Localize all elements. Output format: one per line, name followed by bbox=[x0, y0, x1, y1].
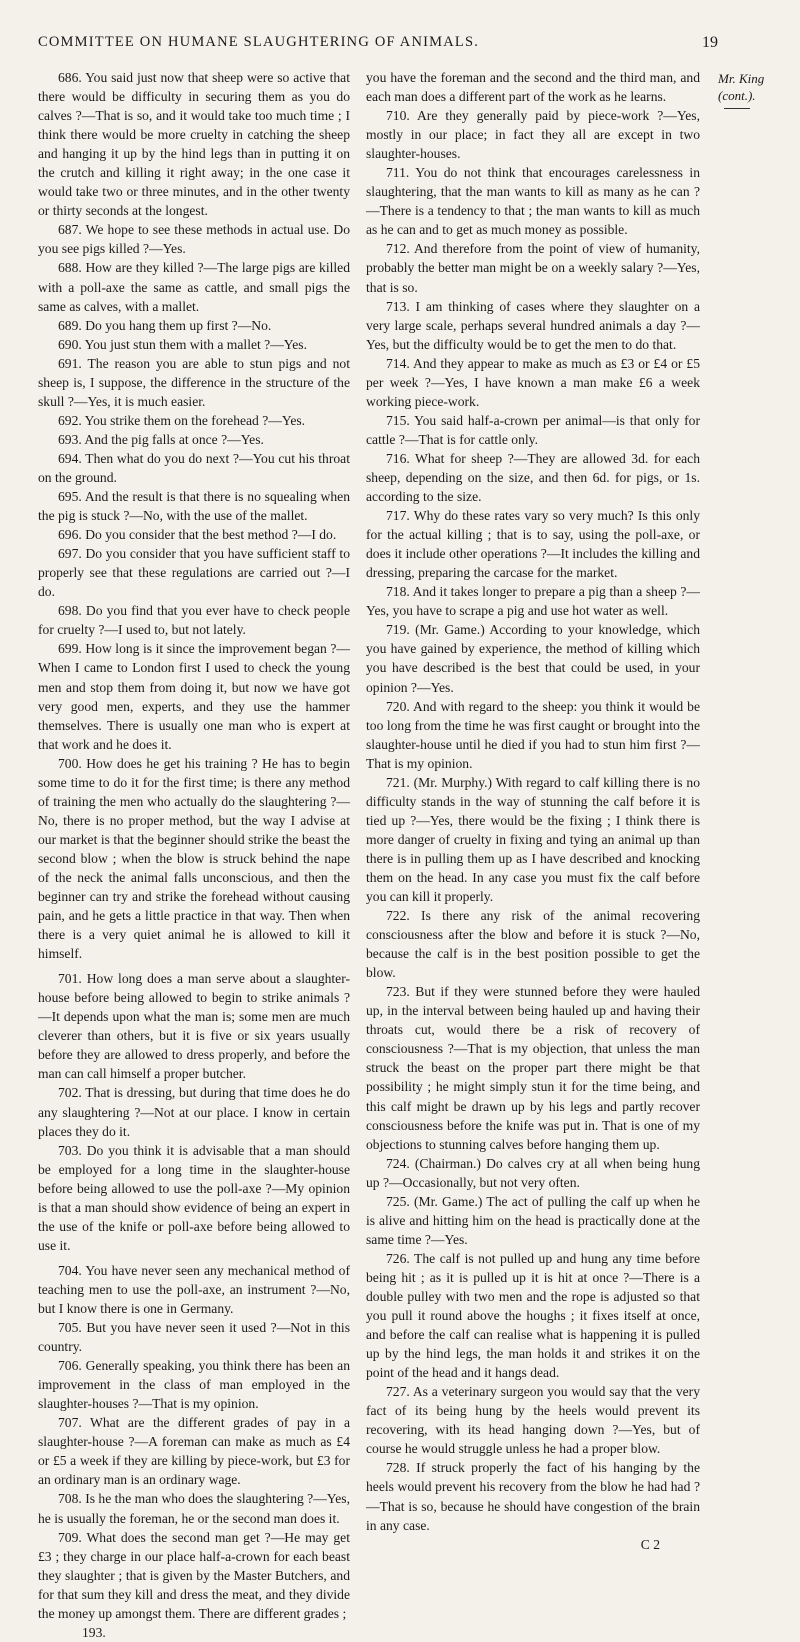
paragraph: 700. How does he get his training ? He has to begin some time to do it for the first time; is there any method of training the men who actually do the slaughtering ?—No, there is no proper method, but the way I advise at our market is that the beginner should strike the beast the second blow ; when the blow is struck behind the nape of the neck the animal falls unconscious, and then the beginner can try and strike the forehead without causing pain, and he gets a little practice in that way. Then when there is a very quiet animal he is allowed to kill it himself. bbox=[38, 755, 350, 962]
paragraph: 706. Generally speaking, you think there has been an improvement in the class of man employed in the slaughter-houses ?—That is my opinion. bbox=[38, 1358, 350, 1412]
paragraph: you have the foreman and the second and the third man, and each man does a different part of the work as he learns. bbox=[366, 70, 700, 105]
paragraph: 723. But if they were stunned before they were hauled up, in the interval between being hauled up and having their throats cut, would there be a risk of recovery of consciousness ?—That is my objection, that unless the man struck the beast on the proper part there might be that possibility ; he might simply stun it for the time being, and this calf might be drawn up by his legs and partly recover consciousness before the knife was put in. That is one of my objections to stunning calves before hanging them up. bbox=[366, 984, 700, 1152]
paragraph: 726. The calf is not pulled up and hung any time before being hit ; as it is pulled up it is hit at once ?—There is a double pulley with two men and the rope is adjusted so that you pull it round above the houghs ; it fixes itself at once, and before the calf can realise what is happening it is pulled up by the hind legs, the man holds it and strikes it on the point of the head and it hangs dead. bbox=[366, 1250, 700, 1381]
paragraph: 721. (Mr. Murphy.) With regard to calf killing there is no difficulty stands in the way of stunning the calf before it is tied up ?—Yes, there would be the fixing ; I think there is more danger of cruelty in fixing and tying an animal up than there is in pulling them up as I have described and knocking them on the head. In any case you must fix the calf before you can kill it properly. bbox=[366, 774, 700, 905]
paragraph: 689. Do you hang them up first ?—No. bbox=[58, 317, 272, 333]
paragraph: 712. And therefore from the point of view of humanity, probably the better man might be on a weekly salary ?—Yes, that is so. bbox=[366, 241, 700, 295]
paragraph: 692. You strike them on the forehead ?—Yes. bbox=[58, 412, 306, 428]
paragraph: 719. (Mr. Game.) According to your knowledge, which you have gained by experience, the method of killing which you have described is the best that could be used, in your opinion ?—Yes. bbox=[366, 622, 700, 695]
paragraph: 701. How long does a man serve about a slaughter-house before being allowed to begin to strike animals ?—It depends upon what the man is; some men are much cleverer than others, but it is five or six years usually before they are allowed to dress properly, and before the man can call himself a proper butcher. bbox=[38, 971, 350, 1082]
paragraph: 728. If struck properly the fact of his hanging by the heels would prevent his recovery from the blow he had had ?—That is so, because he should have congestion of the brain in any case. bbox=[366, 1460, 700, 1533]
paragraph: 699. How long is it since the improvement began ?—When I came to London first I used to check the young men and stop them from doing it, but now we have got very good men, experts, and they use the hammer themselves. There is usually one man who is expert at that work and he does it. bbox=[38, 641, 350, 752]
paragraph: 722. Is there any risk of the animal recovering consciousness after the blow and before it is stuck ?—No, because the calf is in the best position possible to get the blow. bbox=[366, 908, 700, 981]
paragraph: 707. What are the different grades of pay in a slaughter-house ?—A foreman can make as much as £4 or £5 a week if they are killing by piece-work, but £3 for an ordinary man is an ordinary wage. bbox=[38, 1415, 350, 1488]
margin-note bbox=[718, 70, 792, 109]
paragraph: 694. Then what do you do next ?—You cut his throat on the ground. bbox=[38, 450, 350, 485]
paragraph: 716. What for sheep ?—They are allowed 3d. for each sheep, depending on the size, and then 6d. for pigs, or 1s. according to the size. bbox=[366, 450, 700, 505]
paragraph: 686. You said just now that sheep were so active that there would be difficulty in securing them as you do calves ?—That is so, and it would take too much time ; I think there would be more cruelty in catching the sheep and hanging it up by the hind legs than in putting it on the crutch and killing it right away; in the one case it would take two or three minutes, and in the other twenty or thirty seconds at the longest. bbox=[38, 70, 350, 219]
paragraph: 708. Is he the man who does the slaughtering ?—Yes, he is usually the foreman, he or the second man does it. bbox=[38, 1491, 350, 1526]
paragraph: 698. Do you find that you ever have to check people for cruelty ?—I used to, but not lately. bbox=[38, 603, 350, 638]
paragraph: 714. And they appear to make as much as £3 or £4 or £5 per week ?—Yes, I have known a man make £6 a week working piece-work. bbox=[366, 355, 700, 409]
paragraph: 703. Do you think it is advisable that a man should be employed for a long time in the slaughter-house before being allowed to use the poll-axe ?—My opinion is that a man should show evidence of being an expert in the use of the knife or poll-axe before being allowed to use it. bbox=[38, 1142, 350, 1253]
paragraph: 710. Are they generally paid by piece-work ?—Yes, mostly in our place; in fact they all are except in two slaughter-houses. bbox=[366, 108, 700, 162]
paragraph: 709. What does the second man get ?—He may get £3 ; they charge in our place half-a-crown for each beast they slaughter ; that is given by the Master Butchers, and for that sum they kill and dress the meat, and they divide the money up amongst them. There are different grades ; bbox=[38, 1529, 350, 1621]
witness-name: Mr. King bbox=[718, 71, 765, 86]
paragraph: 725. (Mr. Game.) The act of pulling the calf up when he is alive and hitting him on the head is practically done at the same time ?—Yes. bbox=[366, 1193, 700, 1247]
paragraph: 693. And the pig falls at once ?—Yes. bbox=[58, 431, 264, 447]
paragraph: 718. And it takes longer to prepare a pig than a sheep ?—Yes, you have to scrape a pig and use hot water as well. bbox=[366, 584, 700, 619]
paragraph: 717. Why do these rates vary so very much? Is this only for the actual killing ; that is to say, using the poll-axe, or does it include other operations ?—It includes the killing and dressing, preparing the carcase for the market. bbox=[366, 508, 700, 581]
paragraph: 690. You just stun them with a mallet ?—Yes. bbox=[58, 336, 307, 352]
paragraph: 711. You do not think that encourages carelessness in slaughtering, that the man wants to kill as many as he can ?—There is a tendency to that ; the man wants to kill as much as he can and to get as much money as possible. bbox=[366, 165, 700, 238]
paragraph: 713. I am thinking of cases where they slaughter on a very large scale, perhaps several hundred animals a day ?—Yes, but the difficulty would be to get the men to do that. bbox=[366, 298, 700, 352]
paragraph: 688. How are they killed ?—The large pigs are killed with a poll-axe the same as cattle, and small pigs the same as calves, with a mallet. bbox=[38, 260, 350, 314]
paragraph: 727. As a veterinary surgeon you would say that the very fact of its being hung by the heels would prevent its recovering, with its head hanging down ?—Yes, but of course he would struggle unless he had a proper blow. bbox=[366, 1384, 700, 1457]
paragraph: 715. You said half-a-crown per animal—is that only for cattle ?—That is for cattle only. bbox=[366, 412, 700, 447]
paragraph: 705. But you have never seen it used ?—Not in this country. bbox=[38, 1320, 350, 1355]
signature-mark: 193. bbox=[82, 1624, 106, 1640]
paragraph: 697. Do you consider that you have sufficient staff to properly see that these regulations are carried out ?—I do. bbox=[38, 546, 350, 600]
running-title: COMMITTEE ON HUMANE SLAUGHTERING OF ANIMALS. bbox=[38, 34, 480, 50]
paragraph: 720. And with regard to the sheep: you think it would be too long from the time he was first caught or brought into the slaughter-house until he died if you had to stun him first ?—That is my opinion. bbox=[366, 698, 700, 771]
paragraph: 702. That is dressing, but during that time does he do any slaughtering ?—Not at our place. I know in certain places they do it. bbox=[38, 1085, 350, 1139]
paragraph: 724. (Chairman.) Do calves cry at all when being hung up ?—Occasionally, but not very often. bbox=[366, 1155, 700, 1190]
paragraph: 687. We hope to see these methods in actual use. Do you see pigs killed ?—Yes. bbox=[38, 222, 350, 257]
divider bbox=[724, 108, 750, 109]
witness-cont: (cont.). bbox=[718, 88, 756, 103]
paragraph: 695. And the result is that there is no squealing when the pig is stuck ?—No, with the use of the mallet. bbox=[38, 489, 350, 524]
left-column bbox=[38, 68, 350, 1642]
signature-mark: C 2 bbox=[640, 1536, 660, 1552]
paragraph: 691. The reason you are able to stun pigs and not sheep is, I suppose, the difference in the structure of the skull ?—Yes, it is much easier. bbox=[38, 355, 350, 409]
right-column bbox=[366, 68, 700, 1554]
paragraph: 704. You have never seen any mechanical method of teaching men to use the poll-axe, an instrument ?—No, but I know there is one in Germany. bbox=[38, 1262, 350, 1316]
paragraph: 696. Do you consider that the best method ?—I do. bbox=[58, 527, 337, 543]
page-number: 19 bbox=[702, 34, 718, 51]
